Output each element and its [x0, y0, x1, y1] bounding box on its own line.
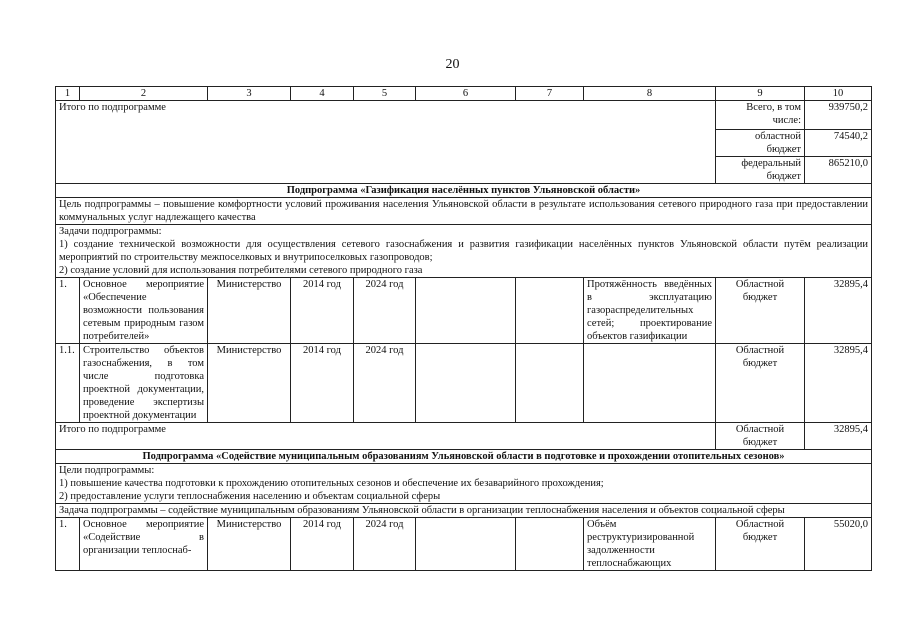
funding-amount: 865210,0 — [805, 157, 872, 184]
column-number-row — [56, 87, 872, 101]
funding-amount: 939750,2 — [805, 101, 872, 130]
col-num-8: 8 — [584, 87, 716, 101]
table-row — [56, 344, 872, 423]
subprogram-goal: Цель подпрограммы – повышение комфортности условий проживания населения Ульяновской области в результате использования сетевого природного газа при предоставлении коммунальных услуг надлежащего качества — [56, 198, 872, 225]
funding-amount: 32895,4 — [805, 344, 872, 423]
table-row — [56, 278, 872, 344]
target-indicator — [584, 344, 716, 423]
funding-amount: 32895,4 — [805, 423, 872, 450]
funding-source: Областной бюджет — [716, 344, 805, 423]
row-number: 1. — [56, 278, 80, 344]
measure-name: Строительство объектов газоснабжения, в том числе подготовка проектной документации, проведение экспертизы проектной документации — [80, 344, 208, 423]
col-num-2: 2 — [80, 87, 208, 101]
col-num-10: 10 — [805, 87, 872, 101]
funding-amount: 32895,4 — [805, 278, 872, 344]
col-num-5: 5 — [354, 87, 416, 101]
cell-col6 — [416, 518, 516, 571]
subprogram-title-row — [56, 450, 872, 464]
subprogram-goal-row — [56, 198, 872, 225]
subprogram-task: Задача подпрограммы – содействие муниципальным образованиям Ульяновской области в организации теплоснабжения населения и объектов социальной сферы — [56, 504, 872, 518]
cell-col6 — [416, 278, 516, 344]
subprogram-task-row — [56, 504, 872, 518]
total-label: Итого по подпрограмме — [56, 423, 716, 450]
total-row — [56, 423, 872, 450]
measure-name: Основное мероприятие «Содействие в организации теплоснаб- — [80, 518, 208, 571]
end-year: 2024 год — [354, 518, 416, 571]
subprogram-tasks-row — [56, 225, 872, 278]
total-row — [56, 101, 872, 130]
subprogram-goals: Цели подпрограммы: 1) повышение качества подготовки к прохождению отопительных сезонов и обеспечение их безаварийного прохождения; 2) предоставление услуги теплоснабжения населению и объектам социальной сферы — [56, 464, 872, 504]
program-table — [55, 86, 872, 571]
row-number: 1.1. — [56, 344, 80, 423]
executor: Министерство — [208, 278, 291, 344]
measure-name: Основное мероприятие «Обеспечение возможности пользования сетевым природным газом потребителей» — [80, 278, 208, 344]
col-num-3: 3 — [208, 87, 291, 101]
target-indicator: Объём реструктуризированной задолженности теплоснабжающих — [584, 518, 716, 571]
cell-col7 — [516, 344, 584, 423]
funding-source: Областной бюджет — [716, 423, 805, 450]
end-year: 2024 год — [354, 278, 416, 344]
funding-amount: 55020,0 — [805, 518, 872, 571]
funding-source: федеральный бюджет — [716, 157, 805, 184]
table-row — [56, 518, 872, 571]
subprogram-goals-row — [56, 464, 872, 504]
subprogram-tasks: Задачи подпрограммы: 1) создание технической возможности для осуществления сетевого газоснабжения и развития газификации населённых пунктов Ульяновской области путём реализации мероприятий по строительству межпоселковых и внутрипоселковых газопроводов; 2) создание условий для использования потребителями сетевого природного газа — [56, 225, 872, 278]
target-indicator: Протяжённость введённых в эксплуатацию газораспределительных сетей; проектирование объектов газификации — [584, 278, 716, 344]
subprogram-title: Подпрограмма «Содействие муниципальным образованиям Ульяновской области в подготовке и прохождении отопительных сезонов» — [56, 450, 872, 464]
total-label: Итого по подпрограмме — [56, 101, 716, 184]
start-year: 2014 год — [291, 278, 354, 344]
cell-col6 — [416, 344, 516, 423]
cell-col7 — [516, 518, 584, 571]
start-year: 2014 год — [291, 518, 354, 571]
end-year: 2024 год — [354, 344, 416, 423]
subprogram-title: Подпрограмма «Газификация населённых пунктов Ульяновской области» — [56, 184, 872, 198]
start-year: 2014 год — [291, 344, 354, 423]
funding-source: Областной бюджет — [716, 518, 805, 571]
funding-source: Областной бюджет — [716, 278, 805, 344]
subprogram-title-row — [56, 184, 872, 198]
col-num-7: 7 — [516, 87, 584, 101]
cell-col7 — [516, 278, 584, 344]
col-num-1: 1 — [56, 87, 80, 101]
funding-source: Всего, в том числе: — [716, 101, 805, 130]
col-num-9: 9 — [716, 87, 805, 101]
row-number: 1. — [56, 518, 80, 571]
page-number: 20 — [445, 57, 460, 72]
executor: Министерство — [208, 518, 291, 571]
funding-source: областной бюджет — [716, 130, 805, 157]
col-num-6: 6 — [416, 87, 516, 101]
funding-amount: 74540,2 — [805, 130, 872, 157]
col-num-4: 4 — [291, 87, 354, 101]
executor: Министерство — [208, 344, 291, 423]
